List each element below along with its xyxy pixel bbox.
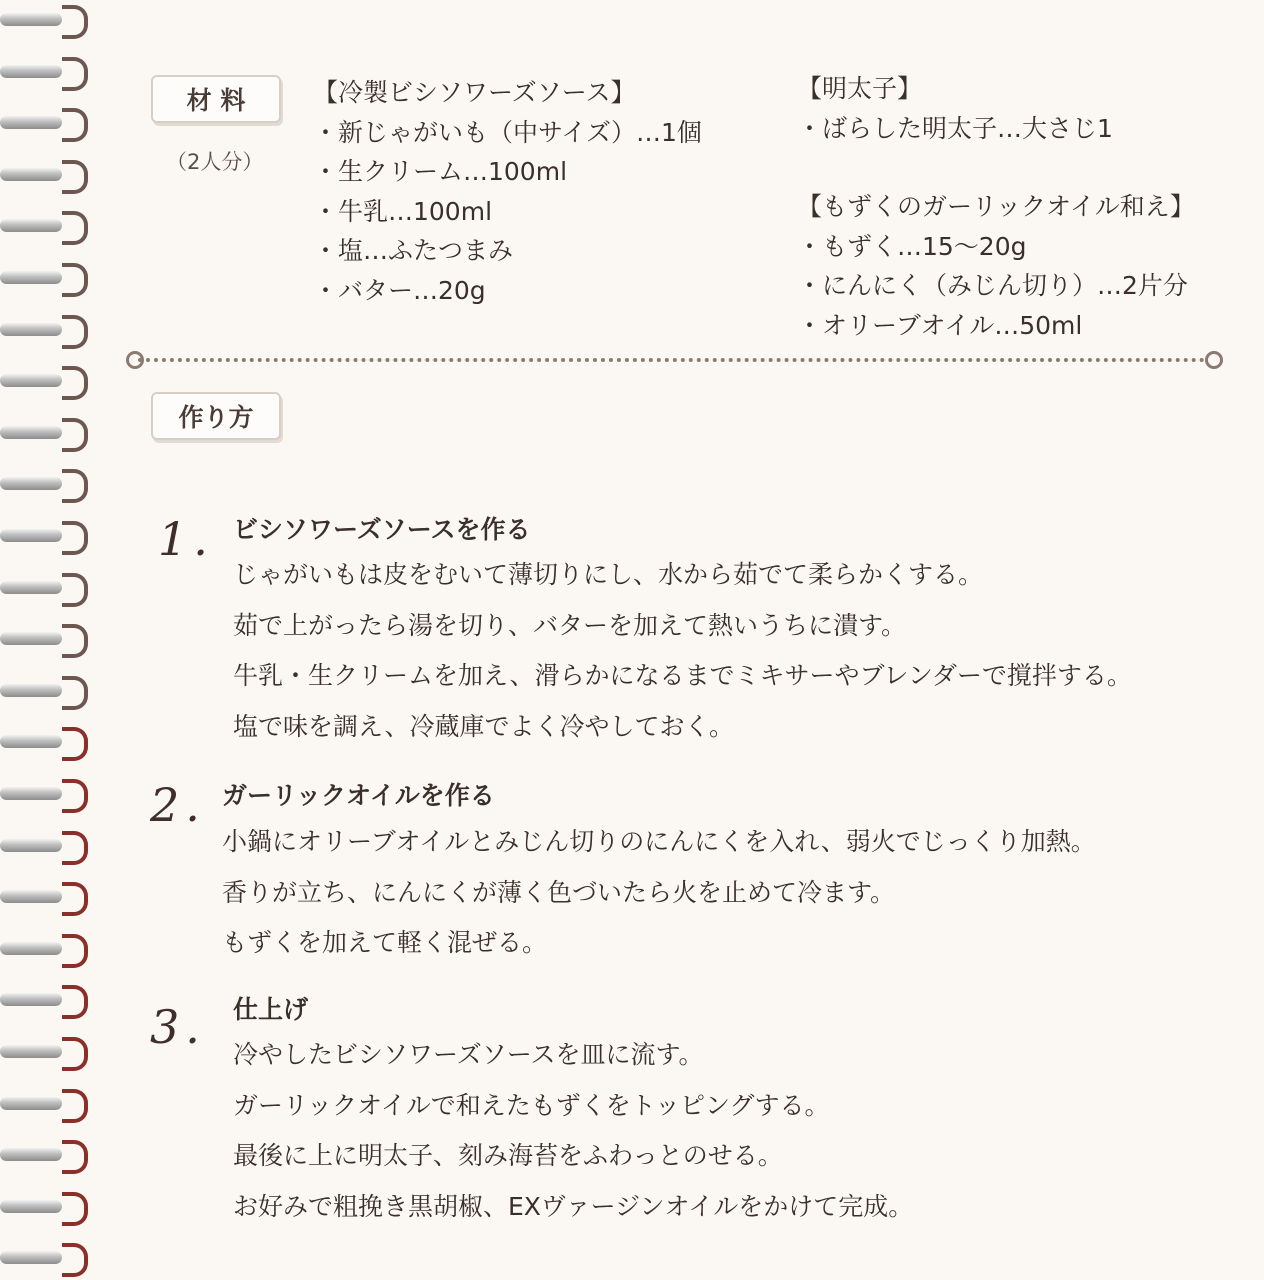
step-line: 最後に上に明太子、刻み海苔をふわっとのせる。 (233, 1141, 783, 1170)
step-1-number: 1. (158, 512, 214, 566)
section-divider (138, 358, 1213, 362)
step-line: 冷やしたビシソワーズソースを皿に流す。 (233, 1040, 704, 1069)
step-line: ガーリックオイルで和えたもずくをトッピングする。 (233, 1090, 830, 1120)
binding-ring (0, 57, 92, 87)
ingredients-right-bottom (797, 187, 1195, 345)
binding-ring (0, 831, 92, 861)
method-label: 作り方 (151, 392, 281, 440)
binding-ring (0, 1192, 92, 1222)
binding-ring (0, 366, 92, 396)
binding-ring (0, 1243, 92, 1273)
binding-ring (0, 573, 92, 603)
binding-ring (0, 676, 92, 706)
ingredient-line: ・ばらした明太子…大さじ1 (797, 113, 1113, 143)
binding-ring (0, 1037, 92, 1067)
step-2-body (222, 817, 1096, 969)
step-line: 小鍋にオリーブオイルとみじん切りのにんにくを入れ、弱火でじっくり加熱。 (222, 827, 1096, 856)
ingredients-left-column (313, 73, 702, 311)
ingredients-label: 材 料 (151, 75, 281, 123)
binding-ring (0, 779, 92, 809)
step-line: 牛乳・生クリームを加え、滑らかになるまでミキサーやブレンダーで撹拌する。 (233, 661, 1132, 690)
binding-ring (0, 160, 92, 190)
spiral-binding (0, 0, 100, 1280)
binding-ring (0, 934, 92, 964)
binding-ring (0, 211, 92, 241)
binding-ring (0, 418, 92, 448)
ingredient-line: ・もずく…15〜20g (797, 231, 1027, 261)
step-3-title: 仕上げ (233, 995, 309, 1024)
step-line: 茹で上がったら湯を切り、バターを加えて熱いうちに潰す。 (233, 610, 907, 640)
ingredient-line: ・バター…20g (313, 275, 486, 305)
binding-ring (0, 5, 92, 35)
step-3-body (233, 1030, 913, 1232)
binding-ring (0, 263, 92, 293)
binding-ring (0, 1089, 92, 1119)
step-3-number: 3. (150, 1000, 206, 1054)
servings-text: （2人分） (166, 150, 264, 174)
step-1-body (233, 550, 1132, 752)
divider-end-dot (1205, 351, 1223, 369)
step-line: もずくを加えて軽く混ぜる。 (222, 928, 548, 957)
ingredient-line: ・塩…ふたつまみ (313, 236, 514, 266)
ingredient-line: ・牛乳…100ml (313, 196, 493, 226)
binding-ring (0, 882, 92, 912)
ingredient-line: 【冷製ビシソワーズソース】 (313, 78, 636, 107)
binding-ring (0, 1140, 92, 1170)
binding-ring (0, 108, 92, 138)
step-line: 香りが立ち、にんにくが薄く色づいたら火を止めて冷ます。 (222, 877, 896, 907)
step-2-title: ガーリックオイルを作る (222, 781, 495, 810)
binding-ring (0, 315, 92, 345)
ingredients-right-top (797, 69, 1113, 148)
binding-ring (0, 469, 92, 499)
ingredient-line: 【明太子】 (797, 74, 923, 103)
ingredient-line: ・新じゃがいも（中サイズ）…1個 (313, 117, 702, 147)
binding-ring (0, 727, 92, 757)
step-2-number: 2. (150, 778, 206, 832)
step-line: じゃがいもは皮をむいて薄切りにし、水から茹でて柔らかくする。 (233, 560, 984, 589)
ingredient-line: ・オリーブオイル…50ml (797, 310, 1083, 340)
binding-ring (0, 521, 92, 551)
step-line: お好みで粗挽き黒胡椒、EXヴァージンオイルをかけて完成。 (233, 1191, 914, 1221)
step-1-title: ビシソワーズソースを作る (233, 515, 531, 544)
binding-ring (0, 624, 92, 654)
binding-ring (0, 985, 92, 1015)
step-line: 塩で味を調え、冷蔵庫でよく冷やしておく。 (233, 711, 735, 741)
ingredient-line: 【もずくのガーリックオイル和え】 (797, 192, 1195, 221)
ingredient-line: ・生クリーム…100ml (313, 157, 568, 187)
ingredient-line: ・にんにく（みじん切り）…2片分 (797, 271, 1188, 301)
